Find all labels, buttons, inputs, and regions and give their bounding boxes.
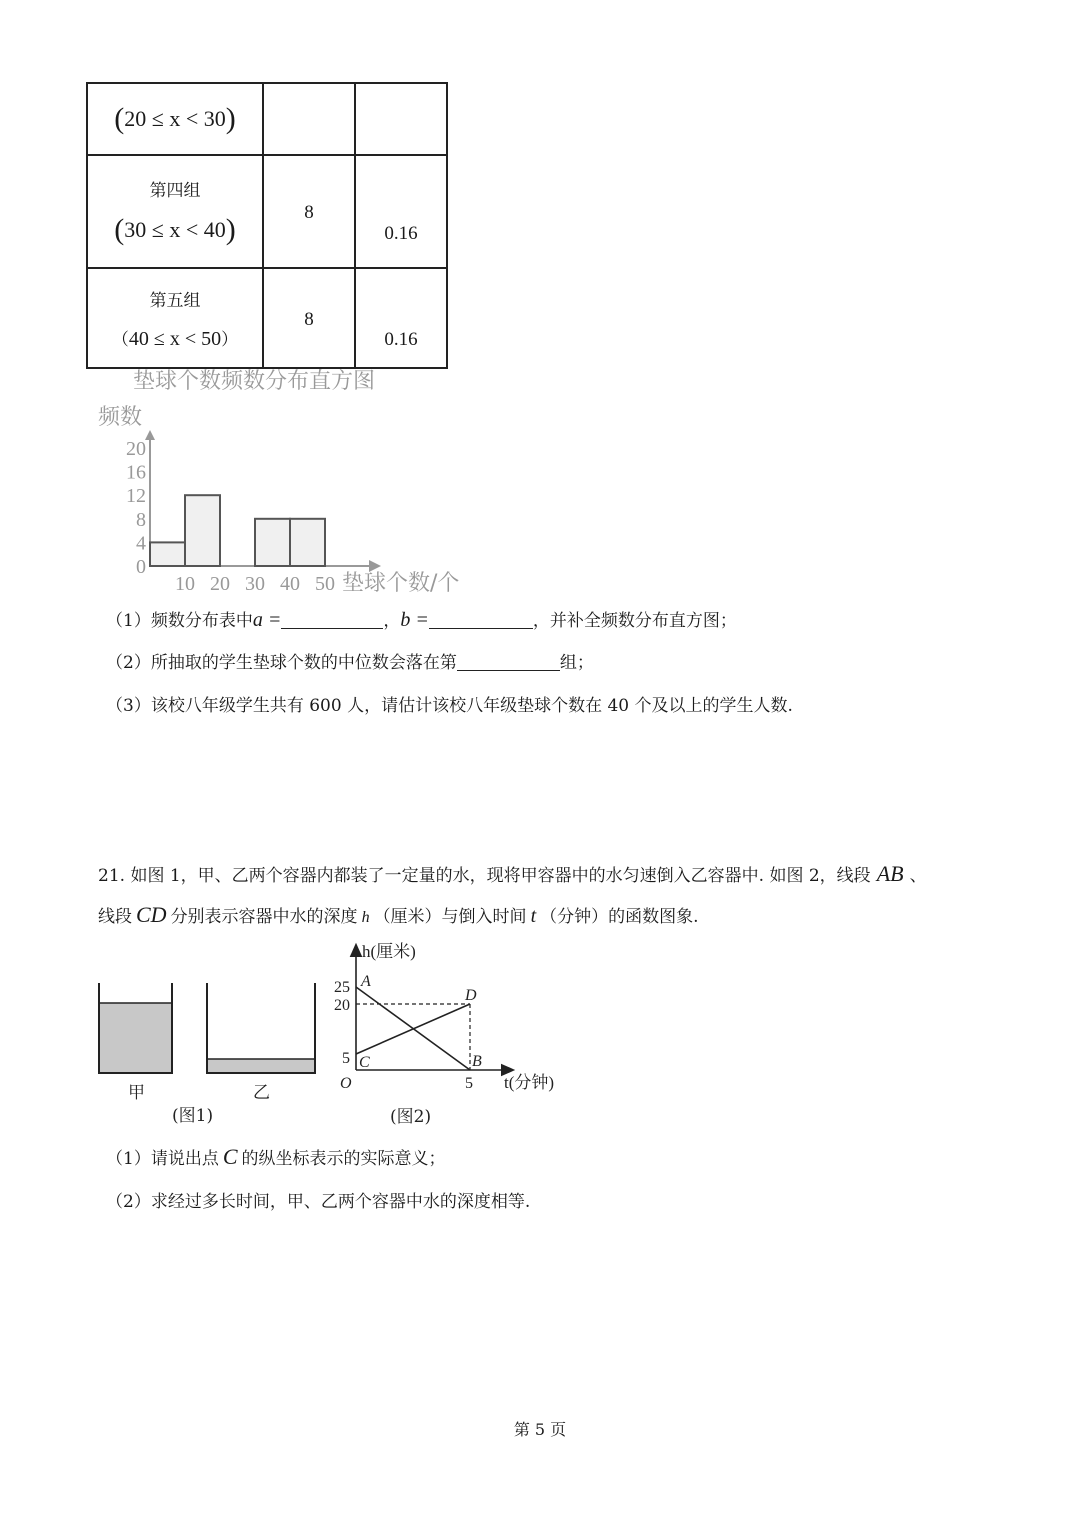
question-21-line-1: 21. 如图 1，甲、乙两个容器内都装了一定量的水，现将甲容器中的水匀速倒入乙容器中. 如图 2，线段 AB 、 xyxy=(98,861,927,886)
var-t: t xyxy=(530,905,537,927)
container-yi-label: 乙 xyxy=(253,1083,270,1103)
chart-title: 垫球个数频数分布直方图 xyxy=(133,369,376,394)
figure-1-caption: (图1) xyxy=(172,1106,214,1126)
var-b: b = xyxy=(400,609,429,631)
point-c-label: C xyxy=(359,1054,370,1071)
var-h: h xyxy=(361,909,370,926)
answer-blank-group[interactable] xyxy=(457,652,560,671)
rate-cell: 0.16 xyxy=(355,268,447,368)
question-20-part-3: （3）该校八年级学生共有 600 人，请估计该校八年级垫球个数在 40 个及以上的学生人数. xyxy=(106,696,793,716)
x-axis-label: 垫球个数/个 xyxy=(342,571,460,596)
chart-ticks xyxy=(126,438,335,595)
histogram-bar xyxy=(290,519,325,566)
histogram-bar xyxy=(150,542,185,566)
range-text: 20 ≤ x < 30 xyxy=(124,106,226,131)
chart-bars xyxy=(150,495,325,566)
y-tick-label: 4 xyxy=(136,532,146,555)
histogram-bar xyxy=(185,495,220,566)
y-tick-label: 16 xyxy=(126,461,146,484)
y-tick-label: 20 xyxy=(126,438,146,460)
y-tick-25: 25 xyxy=(334,979,350,996)
group-label: 第四组 xyxy=(149,181,201,201)
group-cell: 第五组 （40 ≤ x < 50） xyxy=(87,268,263,368)
group-cell: 第四组 (30 ≤ x < 40) xyxy=(87,155,263,268)
frequency-cell: 8 xyxy=(263,268,355,368)
origin-label: O xyxy=(340,1075,352,1092)
y-tick-label: 0 xyxy=(136,556,146,578)
x-tick-5: 5 xyxy=(465,1075,473,1092)
frequency-table xyxy=(86,82,448,369)
y-tick-20: 20 xyxy=(334,997,350,1014)
answer-blank-a[interactable] xyxy=(281,610,383,629)
x-tick-label: 10 xyxy=(175,573,195,595)
x-tick-label: 20 xyxy=(210,573,230,595)
x-tick-label: 50 xyxy=(315,573,335,595)
point-b-label: B xyxy=(472,1053,482,1070)
answer-blank-b[interactable] xyxy=(429,610,533,629)
container-jia-water xyxy=(99,1003,172,1073)
point-a-label: A xyxy=(361,973,371,990)
rate-cell xyxy=(355,83,447,155)
container-yi-water xyxy=(207,1059,315,1073)
point-d-label: D xyxy=(465,987,477,1004)
figure-2-caption: (图2) xyxy=(390,1107,432,1127)
y-tick-5: 5 xyxy=(342,1050,350,1067)
y-axis-arrow xyxy=(145,430,155,440)
x-tick-label: 40 xyxy=(280,573,300,595)
table-row xyxy=(87,268,447,368)
figure-2-graph xyxy=(326,938,576,1130)
range-cell: (20 ≤ x < 30) xyxy=(87,83,263,155)
frequency-cell: 8 xyxy=(263,155,355,268)
page-number: 第 5 页 xyxy=(513,1420,567,1439)
x-axis-label: t(分钟) xyxy=(504,1073,555,1092)
question-21-part-1: （1）请说出点 C 的纵坐标表示的实际意义； xyxy=(106,1144,446,1169)
question-21-line-2: 线段 CD 分别表示容器中水的深度 h （厘米）与倒入时间 t （分钟）的函数图象. xyxy=(98,902,699,927)
segment-cd: CD xyxy=(136,902,167,927)
container-jia-label: 甲 xyxy=(128,1083,145,1103)
y-axis-label: h(厘米) xyxy=(362,942,416,961)
frequency-cell xyxy=(263,83,355,155)
frequency-histogram xyxy=(90,362,490,602)
var-a: a = xyxy=(252,609,282,631)
group-label: 第五组 xyxy=(149,290,201,311)
figure-1-containers xyxy=(90,978,330,1128)
x-tick-label: 30 xyxy=(245,573,265,595)
histogram-bar xyxy=(255,519,290,566)
range-text: 30 ≤ x < 40 xyxy=(124,217,226,242)
rate-cell: 0.16 xyxy=(355,155,447,268)
table-row xyxy=(87,155,447,268)
y-axis-label: 频数 xyxy=(98,405,143,430)
question-21-part-2: （2）求经过多长时间，甲、乙两个容器中水的深度相等. xyxy=(106,1192,531,1212)
segment-ab: AB xyxy=(876,861,904,886)
segment-cd-line xyxy=(356,1004,470,1054)
question-20-part-1: （1）频数分布表中a = ，b = ，并补全频数分布直方图； xyxy=(106,609,737,631)
range-text: 40 ≤ x < 50 xyxy=(128,327,222,350)
y-tick-label: 8 xyxy=(136,508,146,531)
table-row xyxy=(87,83,447,155)
point-c-ref: C xyxy=(222,1144,238,1169)
y-tick-label: 12 xyxy=(126,485,146,508)
question-20-part-2: （2）所抽取的学生垫球个数的中位数会落在第 组； xyxy=(106,653,594,673)
